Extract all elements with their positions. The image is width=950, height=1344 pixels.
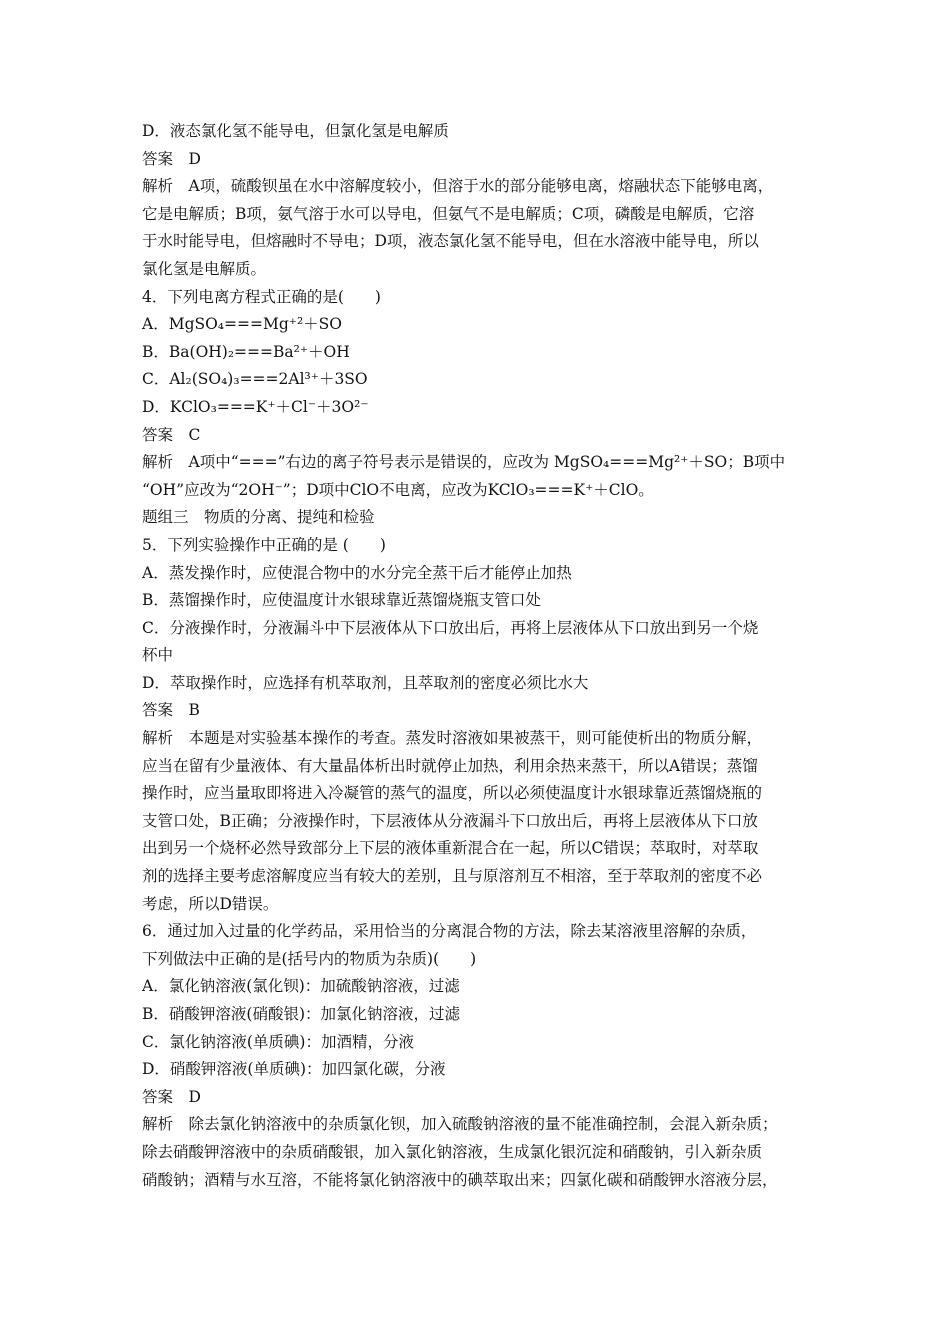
text-line: C．氯化钠溶液(单质碘)：加酒精，分液 [142,1032,414,1051]
text-line: 应当在留有少量液体、有大量晶体析出时就停止加热，利用余热来蒸干，所以A错误；蒸馏 [142,756,758,775]
text-line: 氯化氢是电解质。 [142,259,267,278]
text-line: 出到另一个烧杯必然导致部分上下层的液体重新混合在一起，所以C错误；萃取时，对萃取 [142,839,759,858]
text-line: 答案 C [142,425,201,444]
text-line: 答案 D [142,149,201,168]
text-line: 下列做法中正确的是(括号内的物质为杂质)( ) [142,949,477,968]
text-line: 4．下列电离方程式正确的是( ) [142,287,381,306]
text-line: C．Al₂(SO₄)₃===2Al³⁺＋3SO [142,370,368,389]
text-line: B．硝酸钾溶液(硝酸银)：加氯化钠溶液，过滤 [142,1005,460,1023]
text-line: 解析 除去氯化钠溶液中的杂质氯化钡，加入硫酸钠溶液的量不能准确控制，会混入新杂质； [142,1115,778,1134]
text-line: 5．下列实验操作中正确的是 ( ) [142,535,386,554]
text-line: B．蒸馏操作时，应使温度计水银球靠近蒸馏烧瓶支管口处 [142,591,541,610]
text-line: 于水时能导电，但熔融时不导电；D项，液态氯化氢不能导电，但在水溶液中能导电，所以 [142,232,759,251]
text-line: A．蒸发操作时，应使混合物中的水分完全蒸干后才能停止加热 [142,563,572,582]
text-line: C．分液操作时，分液漏斗中下层液体从下口放出后，再将上层液体从下口放出到另一个烧 [142,618,759,637]
text-line: 硝酸钠；酒精与水互溶，不能将氯化钠溶液中的碘萃取出来；四氯化碳和硝酸钾水溶液分层， [142,1170,778,1189]
text-line: 解析 本题是对实验基本操作的考查。蒸发时溶液如果被蒸干，则可能使析出的物质分解， [142,729,763,748]
document-page [142,118,822,1194]
text-line: 答案 B [142,701,200,720]
text-line: 题组三 物质的分离、提纯和检验 [142,508,375,527]
text-line: 剂的选择主要考虑溶解度应当有较大的差别，且与原溶剂互不相溶，至于萃取剂的密度不必 [142,867,763,886]
text-line: D．硝酸钾溶液(单质碘)：加四氯化碳，分液 [142,1060,446,1079]
text-line: 杯中 [142,646,174,665]
text-line: A．MgSO₄===Mg⁺²＋SO [142,315,343,334]
text-line: 答案 D [142,1087,201,1106]
text-line: 它是电解质；B项，氨气溶于水可以导电，但氨气不是电解质；C项，磷酸是电解质，它溶 [142,204,755,223]
text-line: D．KClO₃===K⁺＋Cl⁻＋3O²⁻ [142,397,369,416]
text-line: 支管口处，B正确；分液操作时，下层液体从分液漏斗下口放出后，再将上层液体从下口放 [142,811,758,830]
text-line: “OH”应改为“2OH⁻”；D项中ClO不电离，应改为KClO₃===K⁺＋ClO。 [142,480,654,499]
text-line: 6．通过加入过量的化学药品，采用恰当的分离混合物的方法，除去某溶液里溶解的杂质， [142,922,757,941]
text-line: 解析 A项，硫酸钡虽在水中溶解度较小，但溶于水的部分能够电离，熔融状态下能够电离， [142,177,774,196]
text-line: 解析 A项中“===”右边的离子符号表示是错误的，应改为 MgSO₄===Mg²⁺＋SO；B项中 [142,453,786,472]
text-line: D．液态氯化氢不能导电，但氯化氢是电解质 [142,122,449,140]
text-line: A．氯化钠溶液(氯化钡)：加硫酸钠溶液，过滤 [142,977,460,996]
text-line: 考虑，所以D错误。 [142,894,279,913]
text-line: B．Ba(OH)₂===Ba²⁺＋OH [142,342,350,361]
text-line: 除去硝酸钾溶液中的杂质硝酸银，加入氯化钠溶液，生成氯化银沉淀和硝酸钠，引入新杂质 [142,1142,763,1161]
text-line: D．萃取操作时，应选择有机萃取剂，且萃取剂的密度必须比水大 [142,673,589,692]
text-line: 操作时，应当量取即将进入冷凝管的蒸气的温度，所以必须使温度计水银球靠近蒸馏烧瓶的 [142,784,763,803]
